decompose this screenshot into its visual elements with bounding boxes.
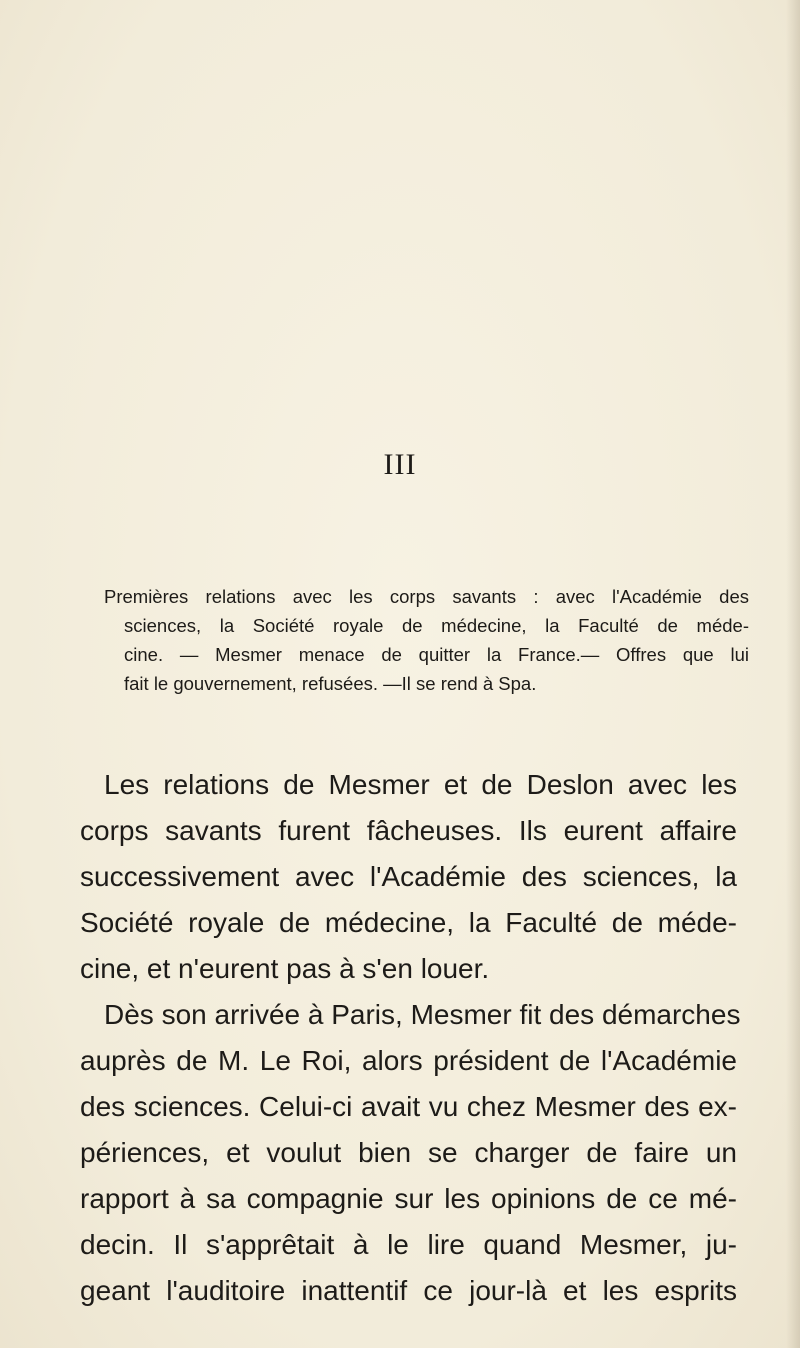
- body-line: decin. Il s'apprêtait à le lire quand Mesmer, ju-: [80, 1229, 737, 1260]
- summary-line: sciences, la Société royale de médecine, la Faculté de méde-: [124, 615, 749, 636]
- body-line: rapport à sa compagnie sur les opinions de ce mé-: [80, 1183, 737, 1214]
- body-line: auprès de M. Le Roi, alors président de l'Académie: [80, 1045, 737, 1076]
- summary-line: Premières relations avec les corps savants : avec l'Académie des: [104, 586, 749, 607]
- body-line: geant l'auditoire inattentif ce jour-là et les esprits: [80, 1275, 737, 1306]
- body-line: corps savants furent fâcheuses. Ils eurent affaire: [80, 815, 737, 846]
- body-line: cine, et n'eurent pas à s'en louer.: [80, 953, 490, 984]
- body-line: périences, et voulut bien se charger de faire un: [80, 1137, 737, 1168]
- summary-line: cine. — Mesmer menace de quitter la France.— Offres que lui: [124, 644, 749, 665]
- body-text: [80, 762, 741, 1314]
- chapter-number: III: [383, 448, 417, 481]
- body-line: des sciences. Celui-ci avait vu chez Mesmer des ex-: [80, 1091, 737, 1122]
- body-line: Les relations de Mesmer et de Deslon avec les: [104, 769, 737, 800]
- body-line: Société royale de médecine, la Faculté de méde-: [80, 907, 737, 938]
- body-line: successivement avec l'Académie des sciences, la: [80, 861, 737, 892]
- body-line: Dès son arrivée à Paris, Mesmer fit des démarches: [104, 999, 741, 1030]
- summary-line: fait le gouvernement, refusées. —Il se rend à Spa.: [124, 673, 537, 694]
- page-edge-shadow: [786, 0, 800, 1348]
- chapter-summary: [104, 582, 749, 698]
